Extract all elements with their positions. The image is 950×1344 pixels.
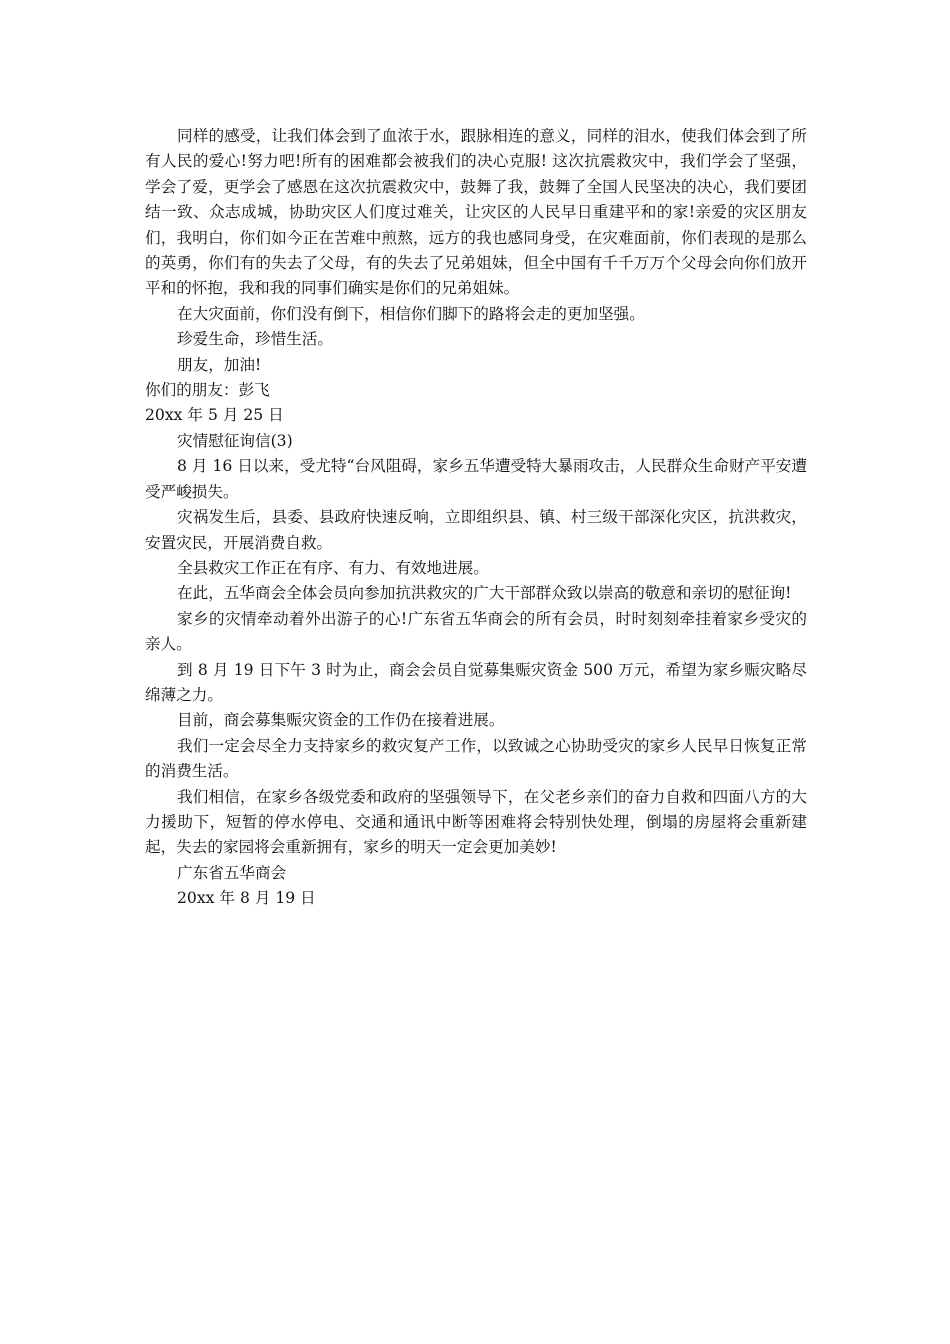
paragraph-support: 我们一定会尽全力支持家乡的救灾复产工作，以致诚之心协助受灾的家乡人民早日恢复正常的消费生活。 [145,736,807,781]
paragraph-progress: 全县救灾工作正在有序、有力、有效地进展。 [177,558,489,577]
paragraph-ongoing: 目前，商会募集赈灾资金的工作仍在接着进展。 [177,711,505,730]
paragraph-encouragement: 在大灾面前，你们没有倒下，相信你们脚下的路将会走的更加坚强。 [177,304,645,323]
signature-chamber: 广东省五华商会 [177,863,287,882]
paragraph-tribute: 在此，五华商会全体会员向参加抗洪救灾的广大干部群众致以崇高的敬意和亲切的慰征询! [177,584,792,603]
paragraph-response: 灾祸发生后，县委、县政府快速反响，立即组织县、镇、村三级干部深化灾区，抗洪救灾，安置灾民，开展消费自救。 [145,508,807,552]
paragraph-belief: 我们相信，在家乡各级党委和政府的坚强领导下，在父老乡亲们的奋力自救和四面八方的大力援助下，短暂的停水停电、交通和通讯中断等困难将会特别快处理，倒塌的房屋将会重新建起，失去的家园将会重新拥有，家乡的明天一定会更加美妙! [145,787,807,857]
date-letter-2: 20xx 年 8 月 19 日 [177,889,316,908]
paragraph-typhoon: 8 月 16 日以来，受尤特“台风阻碍，家乡五华遭受特大暴雨攻击，人民群众生命财产平安遭受严峻损失。 [145,457,807,501]
date-letter-1: 20xx 年 5 月 25 日 [145,406,284,425]
paragraph-letter-body: 同样的感受，让我们体会到了血浓于水，跟脉相连的意义，同样的泪水，使我们体会到了所有人民的爱心!努力吧!所有的困难都会被我们的决心克服! 这次抗震救灾中，我们学会了坚强，学会了爱，更学会了感恩在这次抗震救灾中，鼓舞了我，鼓舞了全国人民坚决的决心，我们要团结一致、众志成城，协助灾区人们度过难关，让灾区的人民早日重建平和的家!亲爱的灾区朋友们，我明白，你们如今正在苦难中煎熬，远方的我也感同身受，在灾难面前，你们表现的是那么的英勇，你们有的失去了父母，有的失去了兄弟姐妹，但全中国有千千万万个父母会向你们放开平和的怀抱，我和我的同事们确实是你们的兄弟姐妹。 [145,127,807,298]
paragraph-cherish-life: 珍爱生命，珍惜生活。 [177,330,333,349]
signature-friend: 你们的朋友：彭飞 [145,381,270,400]
paragraph-cheer: 朋友，加油! [177,355,262,374]
paragraph-donation: 到 8 月 19 日下午 3 时为止，商会会员自觉募集赈灾资金 500 万元，希望为家乡赈灾略尽绵薄之力。 [145,660,807,704]
section-title: 灾情慰征询信(3) [177,431,293,450]
paragraph-members: 家乡的灾情牵动着外出游子的心!广东省五华商会的所有会员，时时刻刻牵挂着家乡受灾的亲人。 [145,609,807,654]
document-page [145,124,807,912]
